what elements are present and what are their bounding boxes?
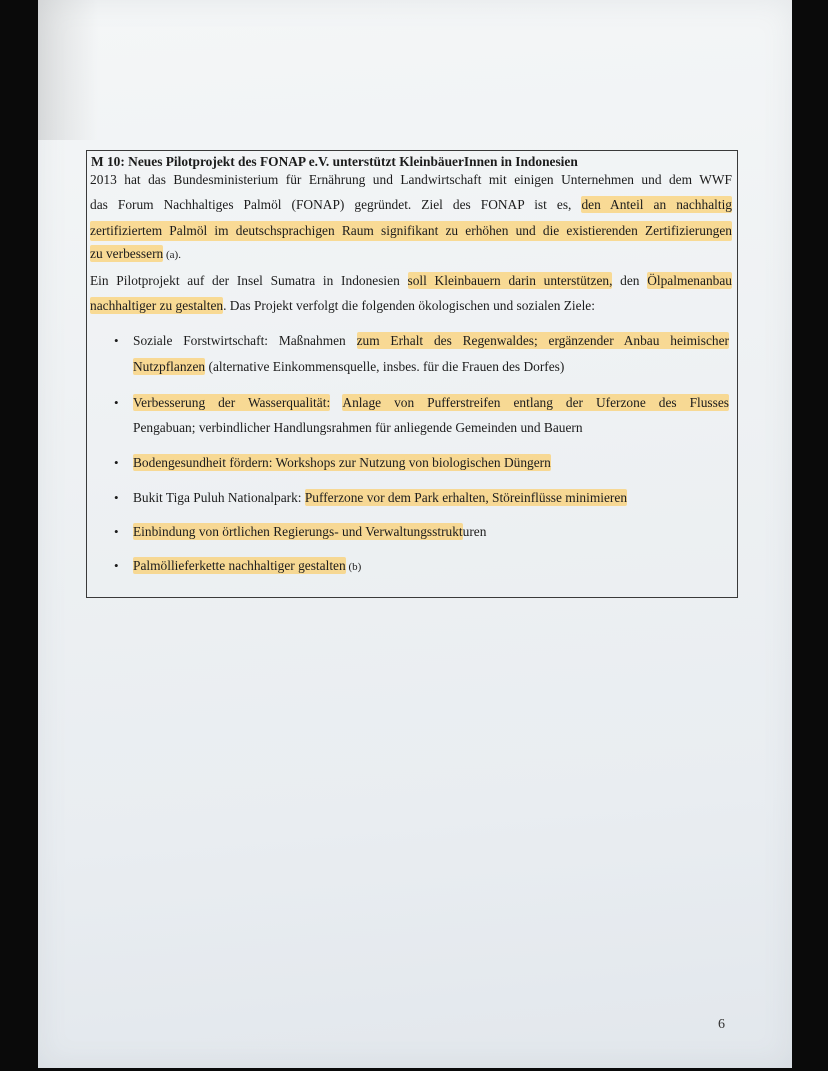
para1-line4: zu verbessern (a). xyxy=(90,246,181,261)
para1-line3 xyxy=(90,221,732,241)
bullet-2-line2: Pengabuan; verbindlicher Handlungsrahmen für anliegende Gemeinden und Bauern xyxy=(133,420,583,435)
highlight: Bodengesundheit fördern: Workshops zur Nutzung von biologischen Düngern xyxy=(133,455,551,470)
highlight: Verbesserung der Wasserqualität: xyxy=(133,395,331,410)
highlight: Ölpalmenanbau xyxy=(647,273,732,288)
material-heading: M 10: Neues Pilotprojekt des FONAP e.V. unterstützt KleinbäuerInnen in Indonesien xyxy=(91,154,578,169)
bullet-dot: • xyxy=(114,333,119,348)
para2-line1: Ein Pilotprojekt auf der Insel Sumatra in Indonesien soll Kleinbauern darin unterstützen, den Ölpalmenanbau xyxy=(90,273,732,288)
highlight: Nutzpflanzen xyxy=(133,359,206,374)
highlight: zum Erhalt des Regenwaldes; ergänzender Anbau heimischer xyxy=(356,333,729,348)
bullet-4-line1: Bukit Tiga Puluh Nationalpark: Pufferzone vor dem Park erhalten, Störeinflüsse minimieren xyxy=(133,490,628,505)
bullet-6-line1: Palmöllieferkette nachhaltiger gestalten (b) xyxy=(133,558,362,573)
page-number: 6 xyxy=(718,1017,725,1032)
material-box xyxy=(86,150,738,598)
highlight: Einbindung von örtlichen Regierungs- und Verwaltungsstrukt xyxy=(133,524,463,539)
highlight: zu verbessern xyxy=(90,246,164,261)
highlight: nachhaltiger zu gestalten xyxy=(90,298,224,313)
para2-line2: nachhaltiger zu gestalten. Das Projekt verfolgt die folgenden ökologischen und sozialen Ziele: xyxy=(90,298,595,313)
highlight: soll Kleinbauern darin unterstützen, xyxy=(407,273,613,288)
bullet-dot: • xyxy=(114,558,119,573)
bullet-1-line2: Nutzpflanzen (alternative Einkommensquelle, insbes. für die Frauen des Dorfes) xyxy=(133,359,565,374)
bullet-dot: • xyxy=(114,395,119,410)
bullet-1-line1: Soziale Forstwirtschaft: Maßnahmen zum Erhalt des Regenwaldes; ergänzender Anbau heimischer xyxy=(133,333,729,348)
bullet-dot: • xyxy=(114,490,119,505)
para1-line1: 2013 hat das Bundesministerium für Ernährung und Landwirtschaft mit einigen Unternehmen und dem WWF xyxy=(90,172,732,187)
bullet-5-line1: Einbindung von örtlichen Regierungs- und Verwaltungsstrukturen xyxy=(133,524,487,539)
highlight: zertifiziertem Palmöl im deutschsprachigen Raum signifikant zu erhöhen und die existierenden Zertifizierungen xyxy=(90,221,732,241)
bullet-dot: • xyxy=(114,455,119,470)
bullet-2-line1 xyxy=(133,394,729,412)
bullet-3-line1 xyxy=(133,454,551,472)
highlight: den Anteil an nachhaltig xyxy=(581,197,733,212)
paper-shadow xyxy=(38,0,98,140)
highlight: Pufferzone vor dem Park erhalten, Störeinflüsse minimieren xyxy=(304,490,628,505)
highlight: Palmöllieferkette nachhaltiger gestalten xyxy=(133,558,346,573)
para1-line2: das Forum Nachhaltiges Palmöl (FONAP) gegründet. Ziel des FONAP ist es, den Anteil an nachhaltig xyxy=(90,197,733,212)
highlight: Anlage von Pufferstreifen entlang der Uferzone des Flusses xyxy=(342,395,730,410)
bullet-dot: • xyxy=(114,524,119,539)
